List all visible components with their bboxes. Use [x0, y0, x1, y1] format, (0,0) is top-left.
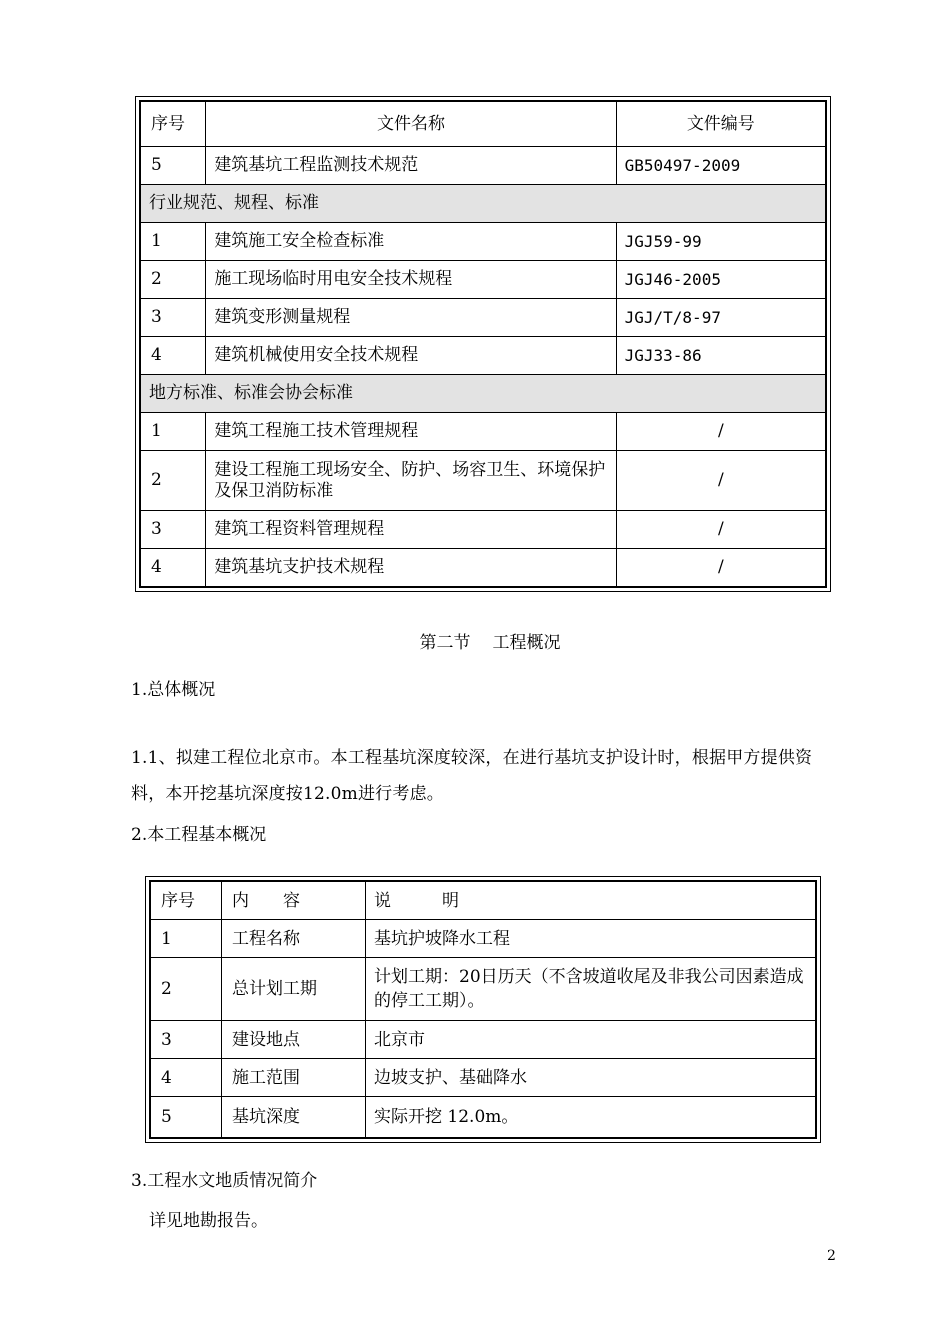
row-no: 4 — [150, 1059, 222, 1097]
row-no: 5 — [150, 1097, 222, 1139]
table-row — [140, 223, 826, 261]
row-no: 1 — [140, 223, 206, 261]
row-item: 施工范围 — [222, 1059, 366, 1097]
row-code: JGJ46-2005 — [616, 261, 826, 299]
heading-basic-info: 2.本工程基本概况 — [131, 825, 267, 845]
row-no: 2 — [140, 451, 206, 511]
row-no: 1 — [140, 413, 206, 451]
row-desc: 基坑护坡降水工程 — [366, 920, 817, 958]
table-row — [150, 1097, 816, 1139]
row-item: 工程名称 — [222, 920, 366, 958]
heading-overview: 1.总体概况 — [131, 680, 216, 700]
table-header-row — [140, 101, 826, 147]
row-code: / — [616, 413, 826, 451]
header-code: 文件编号 — [616, 101, 826, 147]
row-item: 基坑深度 — [222, 1097, 366, 1139]
table-header-row — [150, 881, 816, 920]
header-name: 文件名称 — [206, 101, 616, 147]
standards-table-frame — [135, 96, 831, 592]
table-row — [140, 147, 826, 185]
row-code: JGJ59-99 — [616, 223, 826, 261]
table-row — [140, 549, 826, 588]
table-row — [140, 337, 826, 375]
row-no: 4 — [140, 337, 206, 375]
section-title — [0, 631, 950, 655]
project-info-table-frame — [145, 876, 821, 1143]
heading-geology: 3.工程水文地质情况简介 — [131, 1171, 318, 1191]
row-no: 4 — [140, 549, 206, 588]
section-title: 行业规范、规程、标准 — [140, 185, 826, 223]
row-item: 总计划工期 — [222, 958, 366, 1021]
table-row — [140, 299, 826, 337]
table-row — [150, 958, 816, 1021]
row-name: 建筑工程施工技术管理规程 — [206, 413, 616, 451]
table-row — [150, 1059, 816, 1097]
row-desc: 边坡支护、基础降水 — [366, 1059, 817, 1097]
table-row — [150, 1021, 816, 1059]
section-title: 地方标准、标准会协会标准 — [140, 375, 826, 413]
row-code: / — [616, 549, 826, 588]
row-code: JGJ33-86 — [616, 337, 826, 375]
row-no: 3 — [150, 1021, 222, 1059]
header-no: 序号 — [140, 101, 206, 147]
section-row-industry — [140, 185, 826, 223]
table-row — [140, 511, 826, 549]
project-info-table — [149, 880, 817, 1139]
row-name: 建筑变形测量规程 — [206, 299, 616, 337]
row-name: 建筑施工安全检查标准 — [206, 223, 616, 261]
geology-text: 详见地勘报告。 — [149, 1211, 268, 1231]
section-name: 工程概况 — [492, 633, 561, 653]
row-code: JGJ/T/8-97 — [616, 299, 826, 337]
row-desc: 北京市 — [366, 1021, 817, 1059]
row-name: 建筑工程资料管理规程 — [206, 511, 616, 549]
table-row — [150, 920, 816, 958]
header-item: 内 容 — [222, 881, 366, 920]
row-no: 2 — [140, 261, 206, 299]
row-desc: 实际开挖 12.0m。 — [366, 1097, 817, 1139]
table-row — [140, 261, 826, 299]
row-name: 建筑机械使用安全技术规程 — [206, 337, 616, 375]
row-no: 3 — [140, 299, 206, 337]
page-number: 2 — [827, 1248, 836, 1264]
row-no: 2 — [150, 958, 222, 1021]
row-no: 3 — [140, 511, 206, 549]
row-no: 5 — [140, 147, 206, 185]
header-desc: 说 明 — [366, 881, 817, 920]
row-code: / — [616, 451, 826, 511]
row-no: 1 — [150, 920, 222, 958]
row-desc: 计划工期：20日历天（不含坡道收尾及非我公司因素造成的停工工期）。 — [366, 958, 817, 1021]
table-row — [140, 451, 826, 511]
table-row — [140, 413, 826, 451]
row-name: 建筑基坑支护技术规程 — [206, 549, 616, 588]
standards-table — [139, 100, 827, 588]
section-row-local — [140, 375, 826, 413]
row-code: / — [616, 511, 826, 549]
row-name: 建筑基坑工程监测技术规范 — [206, 147, 616, 185]
paragraph-1-1: 1.1、拟建工程位北京市。本工程基坑深度较深，在进行基坑支护设计时，根据甲方提供资料，本开挖基坑深度按12.0m进行考虑。 — [131, 748, 813, 804]
header-no: 序号 — [150, 881, 222, 920]
section-number: 第二节 — [419, 633, 471, 653]
row-item: 建设地点 — [222, 1021, 366, 1059]
row-name: 建设工程施工现场安全、防护、场容卫生、环境保护及保卫消防标准 — [206, 451, 616, 511]
row-code: GB50497-2009 — [616, 147, 826, 185]
row-name: 施工现场临时用电安全技术规程 — [206, 261, 616, 299]
